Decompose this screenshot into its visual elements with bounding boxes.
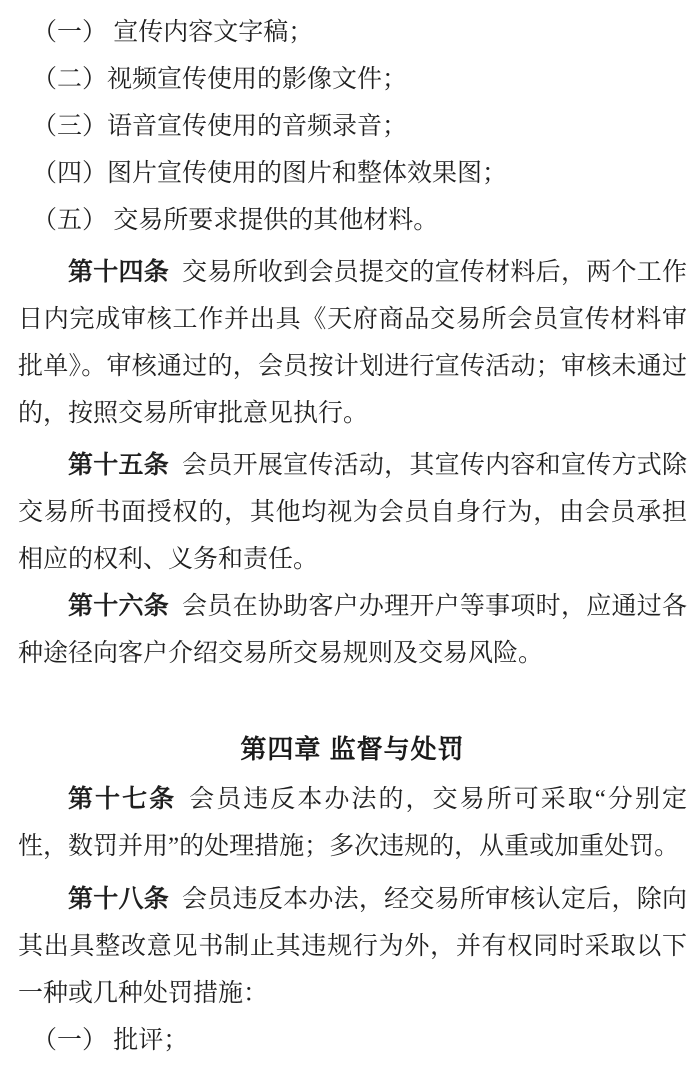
article-17 (18, 776, 687, 870)
list-item-3: （三）语音宣传使用的音频录音； (32, 113, 408, 140)
list-item-2: （二）视频宣传使用的影像文件； (32, 66, 408, 93)
article-18-number: 第十八条 (68, 886, 170, 913)
article-18 (18, 876, 687, 1017)
article-15-number: 第十五条 (68, 452, 170, 479)
article-17-text: 会员违反本办法的，交易所可采取“分别定性，数罚并用”的处理措施；多次违规的，从重或加重处罚。 (18, 786, 687, 860)
article-16 (18, 583, 687, 677)
list-item-4: （四）图片宣传使用的图片和整体效果图； (32, 160, 508, 187)
article-14 (18, 249, 687, 437)
article-17-number: 第十七条 (68, 786, 177, 813)
list-item-penalty-1: （一） 批评； (32, 1027, 189, 1054)
article-18-text: 会员违反本办法，经交易所审核认定后，除向其出具整改意见书制止其违规行为外，并有权同时采取以下一种或几种处罚措施： (18, 886, 687, 1007)
list-item-5: （五） 交易所要求提供的其他材料。 (32, 207, 439, 234)
article-15-text: 会员开展宣传活动，其宣传内容和宣传方式除交易所书面授权的，其他均视为会员自身行为，由会员承担相应的权利、义务和责任。 (18, 452, 687, 573)
article-15 (18, 442, 687, 583)
article-16-number: 第十六条 (68, 593, 170, 620)
article-16-text: 会员在协助客户办理开户等事项时，应通过各种途径向客户介绍交易所交易规则及交易风险。 (18, 593, 687, 667)
list-item-1: （一） 宣传内容文字稿； (32, 19, 314, 46)
article-14-number: 第十四条 (68, 259, 170, 286)
chapter-heading: 第四章 监督与处罚 (240, 734, 465, 764)
article-14-text: 交易所收到会员提交的宣传材料后，两个工作日内完成审核工作并出具《天府商品交易所会员宣传材料审批单》。审核通过的，会员按计划进行宣传活动；审核未通过的，按照交易所审批意见执行。 (18, 259, 687, 427)
